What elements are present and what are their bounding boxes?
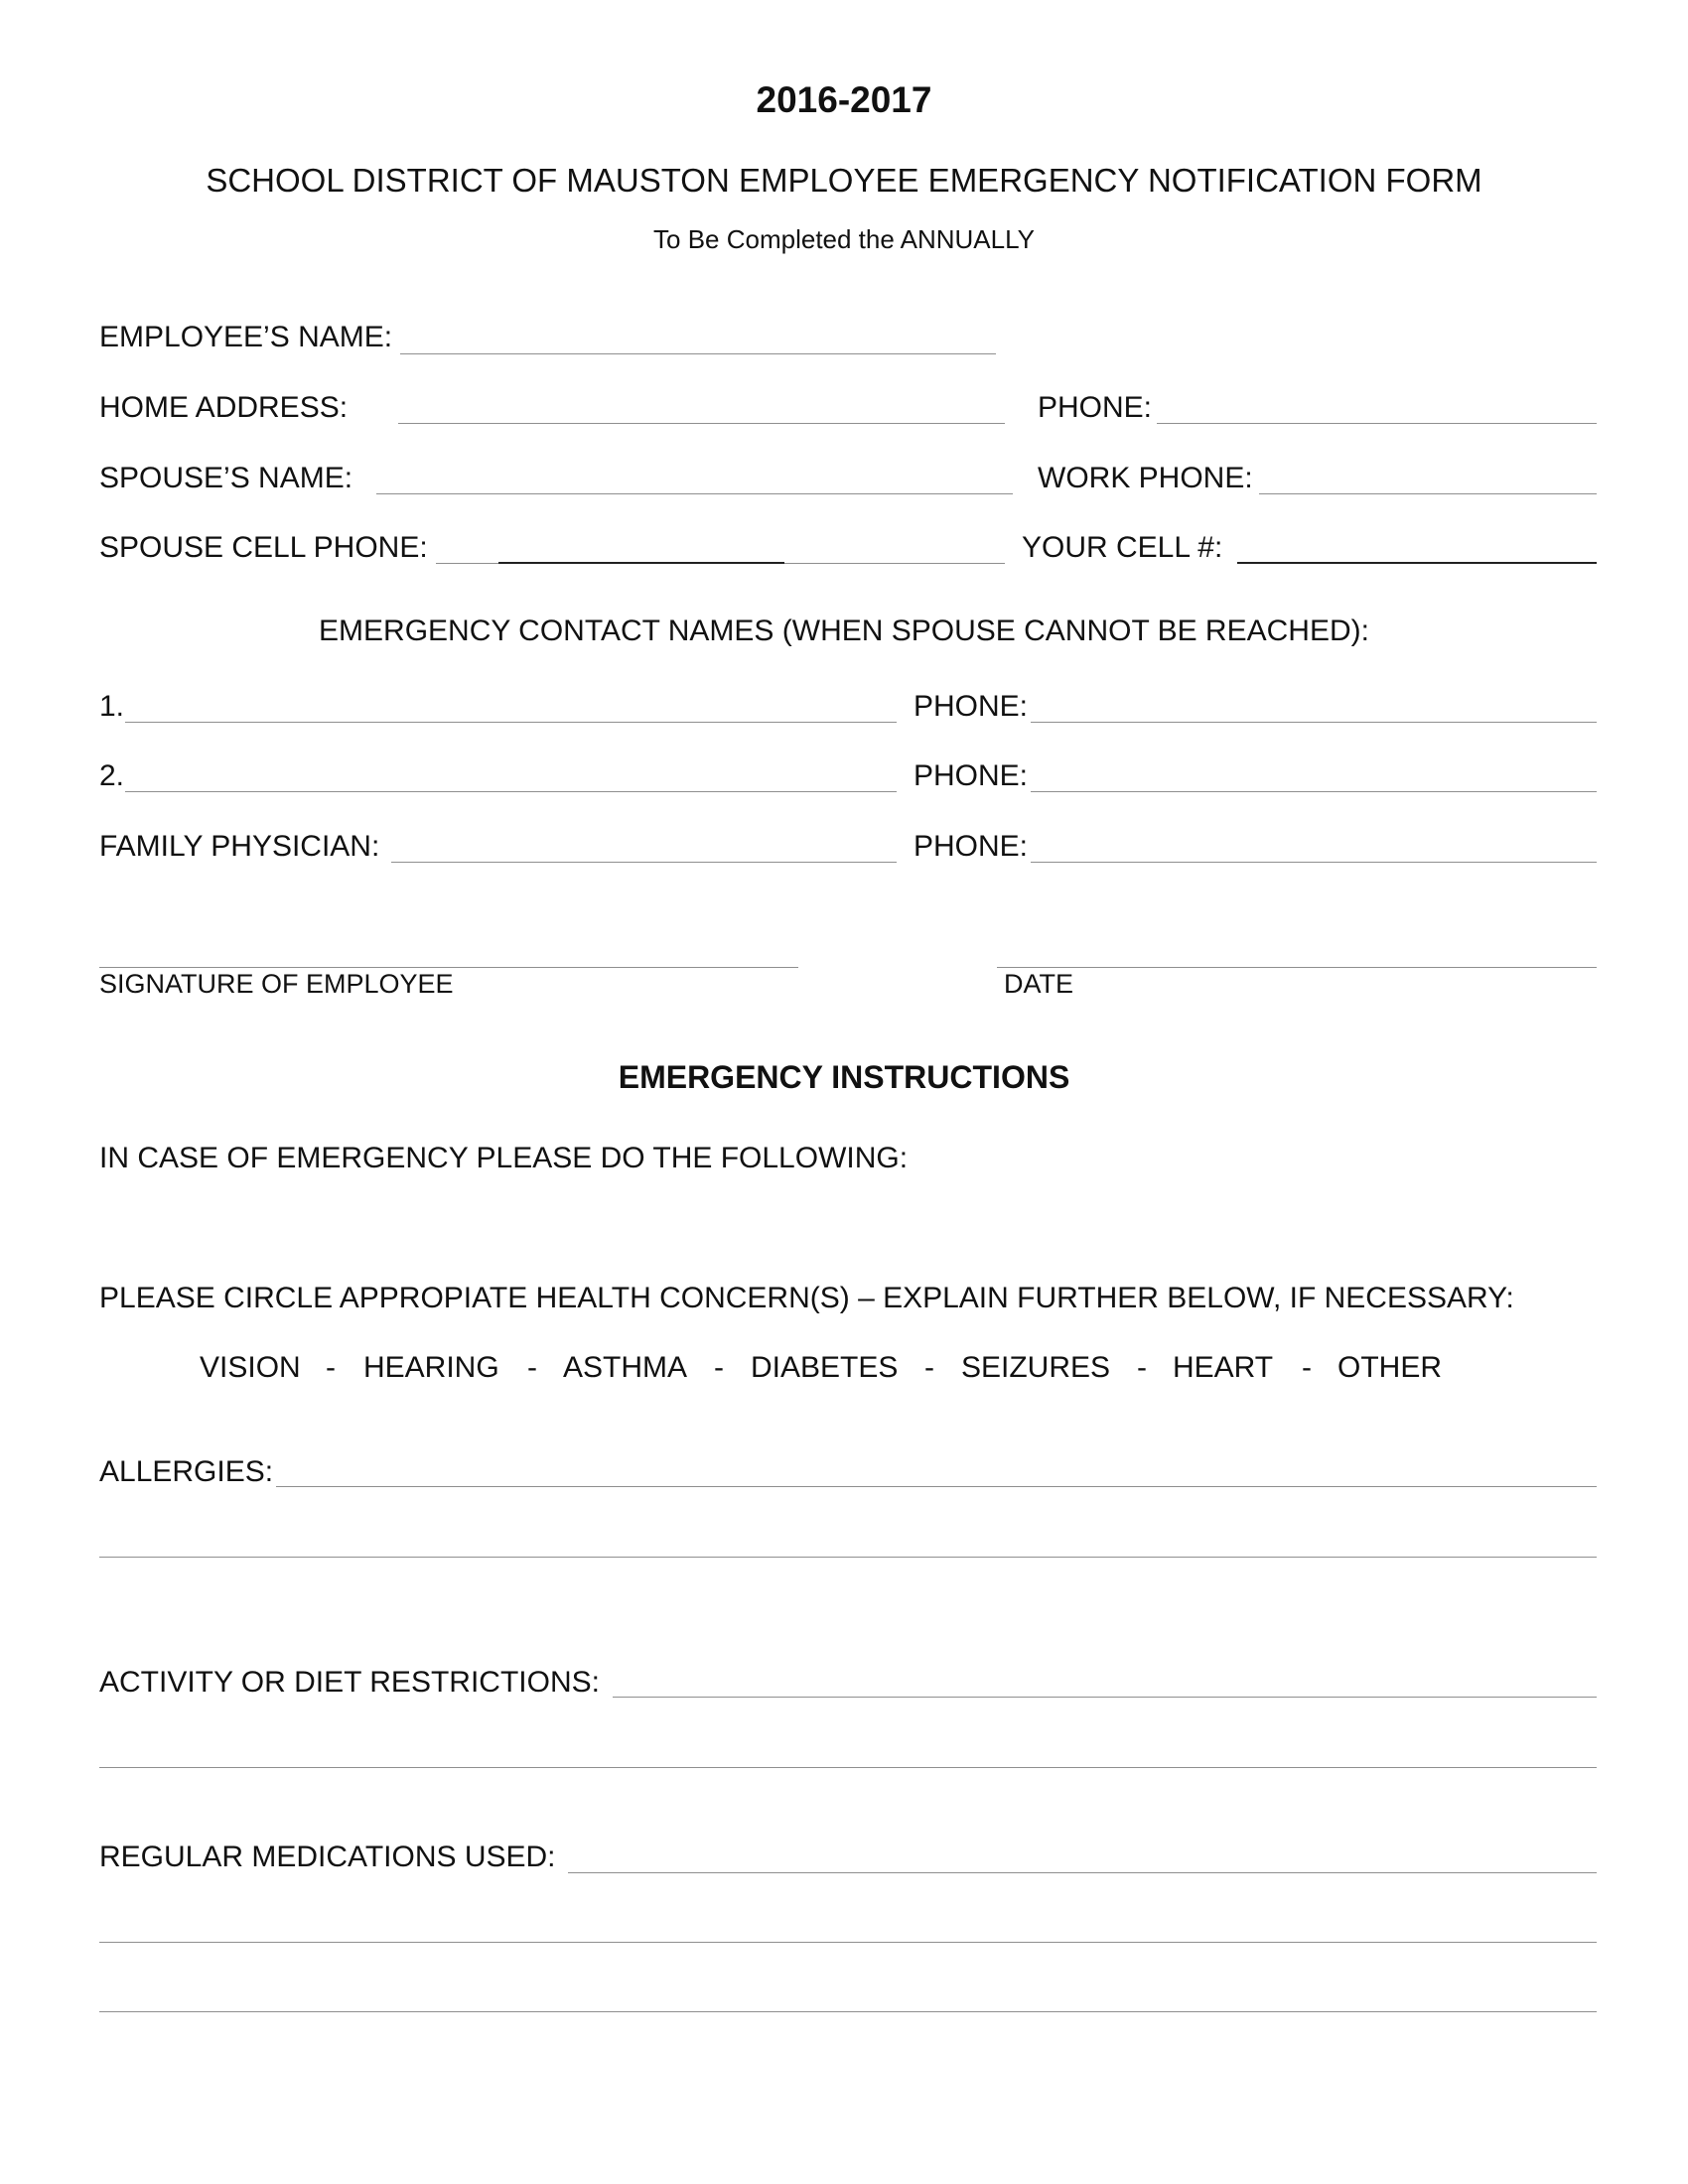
family-physician-label: FAMILY PHYSICIAN: — [99, 830, 380, 863]
health-concern-vision[interactable]: VISION — [200, 1351, 301, 1384]
family-physician-field[interactable] — [391, 862, 897, 863]
work-phone-label: WORK PHONE: — [1038, 462, 1253, 494]
spouse-name-field[interactable] — [376, 493, 1013, 494]
health-concern-asthma[interactable]: ASTHMA — [563, 1351, 688, 1384]
contact-2-label: 2. — [99, 759, 125, 792]
health-concern-diabetes[interactable]: DIABETES — [751, 1351, 899, 1384]
work-phone-field[interactable] — [1259, 493, 1597, 494]
health-concern-prompt: PLEASE CIRCLE APPROPIATE HEALTH CONCERN(S) – EXPLAIN FURTHER BELOW, IF NECESSARY: — [99, 1282, 1514, 1314]
date-label: DATE — [1004, 969, 1074, 999]
health-concern-other[interactable]: OTHER — [1337, 1351, 1442, 1384]
in-case-of-emergency-label: IN CASE OF EMERGENCY PLEASE DO THE FOLLOWING: — [99, 1142, 909, 1174]
physician-phone-field[interactable] — [1031, 862, 1597, 863]
health-concern-heart[interactable]: HEART — [1173, 1351, 1274, 1384]
emergency-instructions-title: EMERGENCY INSTRUCTIONS — [618, 1059, 1070, 1095]
employee-name-label: EMPLOYEE’S NAME: — [99, 321, 393, 353]
form-year: 2016-2017 — [756, 79, 932, 120]
separator: - — [326, 1351, 336, 1384]
spouse-name-label: SPOUSE’S NAME: — [99, 462, 353, 494]
restrictions-field[interactable] — [613, 1697, 1597, 1698]
spouse-cell-underline — [498, 562, 784, 564]
allergies-field[interactable] — [276, 1486, 1597, 1487]
allergies-label: ALLERGIES: — [99, 1455, 274, 1488]
restrictions-field-line-2[interactable] — [99, 1767, 1597, 1768]
home-phone-label: PHONE: — [1038, 391, 1153, 424]
separator: - — [1137, 1351, 1147, 1384]
medications-field-line-3[interactable] — [99, 2011, 1597, 2012]
contact-1-name-field[interactable] — [125, 722, 897, 723]
contact-1-phone-label: PHONE: — [914, 690, 1029, 723]
health-concern-hearing[interactable]: HEARING — [363, 1351, 499, 1384]
physician-phone-label: PHONE: — [914, 830, 1029, 863]
contact-1-phone-field[interactable] — [1031, 722, 1597, 723]
date-field[interactable] — [997, 967, 1597, 968]
home-phone-field[interactable] — [1157, 423, 1597, 424]
spouse-cell-label: SPOUSE CELL PHONE: — [99, 531, 428, 564]
employee-name-field[interactable] — [400, 353, 996, 354]
form-subtitle: To Be Completed the ANNUALLY — [653, 224, 1035, 254]
health-concern-seizures[interactable]: SEIZURES — [961, 1351, 1111, 1384]
signature-label: SIGNATURE OF EMPLOYEE — [99, 969, 454, 999]
separator: - — [1302, 1351, 1312, 1384]
your-cell-label: YOUR CELL #: — [1022, 531, 1223, 564]
your-cell-field[interactable] — [1237, 562, 1597, 564]
contact-2-phone-field[interactable] — [1031, 791, 1597, 792]
home-address-field[interactable] — [398, 423, 1005, 424]
separator: - — [527, 1351, 537, 1384]
medications-field[interactable] — [568, 1872, 1597, 1873]
allergies-field-line-2[interactable] — [99, 1557, 1597, 1558]
contact-1-label: 1. — [99, 690, 125, 723]
emergency-contacts-header: EMERGENCY CONTACT NAMES (WHEN SPOUSE CANNOT BE REACHED): — [319, 614, 1369, 647]
separator: - — [714, 1351, 724, 1384]
contact-2-phone-label: PHONE: — [914, 759, 1029, 792]
form-title: SCHOOL DISTRICT OF MAUSTON EMPLOYEE EMERGENCY NOTIFICATION FORM — [206, 162, 1482, 199]
separator: - — [924, 1351, 934, 1384]
home-address-label: HOME ADDRESS: — [99, 391, 349, 424]
signature-field[interactable] — [99, 967, 798, 968]
medications-label: REGULAR MEDICATIONS USED: — [99, 1841, 556, 1873]
medications-field-line-2[interactable] — [99, 1942, 1597, 1943]
contact-2-name-field[interactable] — [125, 791, 897, 792]
restrictions-label: ACTIVITY OR DIET RESTRICTIONS: — [99, 1666, 600, 1699]
